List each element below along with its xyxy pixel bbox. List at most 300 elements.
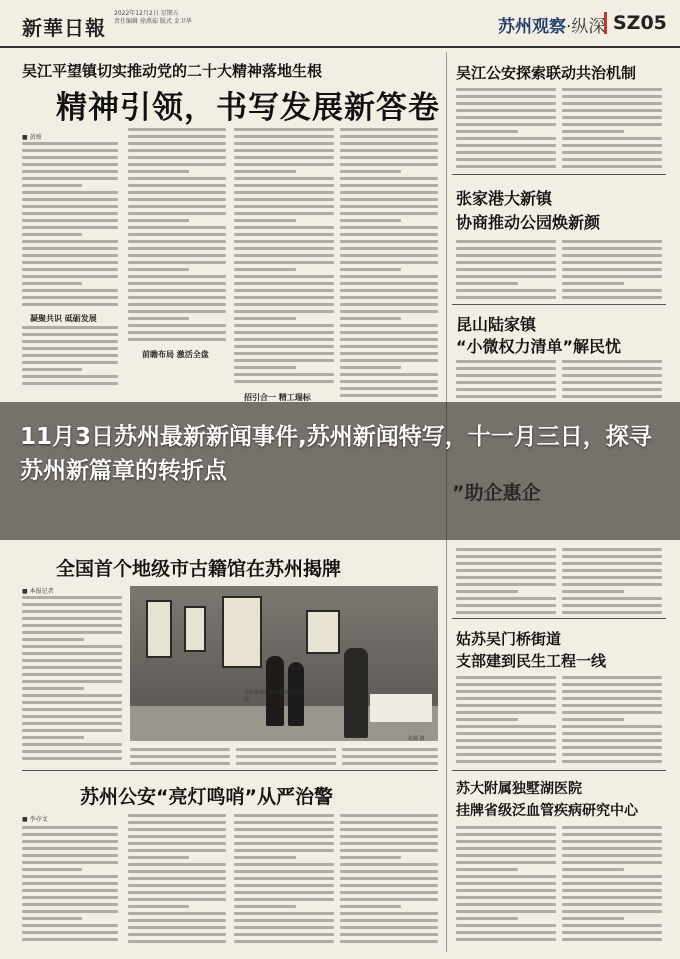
text-line bbox=[234, 891, 334, 894]
right-headline-3a: 昆山陆家镇 bbox=[456, 315, 537, 334]
text-line bbox=[562, 275, 662, 278]
text-line bbox=[562, 746, 662, 749]
text-line bbox=[456, 690, 556, 693]
text-line bbox=[456, 296, 556, 299]
story-body-col3 bbox=[234, 128, 334, 387]
section-title: 苏州观察 bbox=[498, 17, 566, 37]
text-line bbox=[562, 151, 662, 154]
text-line bbox=[562, 367, 662, 370]
text-line bbox=[456, 718, 518, 721]
text-line bbox=[562, 583, 662, 586]
text-line bbox=[340, 898, 438, 901]
photo-credit: 张璐 摄 bbox=[408, 736, 425, 742]
text-line bbox=[128, 884, 226, 887]
text-line bbox=[234, 212, 334, 215]
text-line bbox=[456, 88, 556, 91]
text-line bbox=[22, 931, 118, 934]
text-line bbox=[456, 247, 556, 250]
text-line bbox=[22, 680, 122, 683]
text-line bbox=[22, 149, 118, 152]
text-line bbox=[22, 638, 84, 641]
page-number: SZ05 bbox=[604, 12, 667, 34]
text-line bbox=[128, 912, 226, 915]
text-line bbox=[340, 310, 438, 313]
text-line bbox=[234, 254, 334, 257]
photo-artwork bbox=[146, 600, 172, 658]
text-line bbox=[456, 109, 556, 112]
text-line bbox=[236, 762, 336, 765]
text-line bbox=[22, 617, 122, 620]
text-line bbox=[128, 128, 226, 131]
text-line bbox=[234, 198, 334, 201]
text-line bbox=[128, 275, 226, 278]
text-line bbox=[128, 240, 226, 243]
text-line bbox=[562, 268, 662, 271]
text-line bbox=[22, 659, 122, 662]
text-line bbox=[234, 275, 334, 278]
text-line bbox=[22, 701, 122, 704]
text-line bbox=[562, 158, 662, 161]
text-line bbox=[22, 715, 122, 718]
text-line bbox=[456, 753, 556, 756]
text-line bbox=[128, 828, 226, 831]
text-line bbox=[22, 708, 122, 711]
text-line bbox=[456, 910, 556, 913]
bottom-headline: 苏州公安“亮灯鸣哨”从严治警 bbox=[80, 786, 333, 808]
text-line bbox=[562, 683, 662, 686]
text-line bbox=[22, 757, 122, 760]
text-line bbox=[234, 380, 334, 383]
text-line bbox=[128, 282, 226, 285]
text-line bbox=[562, 123, 662, 126]
text-line bbox=[128, 842, 226, 845]
text-line bbox=[456, 826, 556, 829]
right-body-3a bbox=[456, 360, 556, 402]
text-line bbox=[22, 652, 122, 655]
middle-body-col4 bbox=[342, 748, 438, 769]
text-line bbox=[22, 142, 118, 145]
text-line bbox=[22, 347, 118, 350]
text-line bbox=[340, 247, 438, 250]
text-line bbox=[456, 548, 556, 551]
right-headline-5a: 姑苏吴门桥街道 bbox=[456, 630, 562, 648]
text-line bbox=[456, 374, 556, 377]
text-line bbox=[562, 116, 662, 119]
text-line bbox=[456, 917, 518, 920]
text-line bbox=[234, 324, 334, 327]
text-line bbox=[456, 562, 556, 565]
text-line bbox=[128, 919, 226, 922]
text-line bbox=[456, 130, 518, 133]
text-line bbox=[22, 631, 122, 634]
text-line bbox=[456, 739, 556, 742]
text-line bbox=[340, 912, 438, 915]
text-line bbox=[234, 912, 334, 915]
text-line bbox=[456, 676, 556, 679]
text-line bbox=[340, 296, 438, 299]
text-line bbox=[340, 331, 438, 334]
text-line bbox=[234, 240, 334, 243]
right-body-3b bbox=[562, 360, 662, 402]
text-line bbox=[340, 268, 401, 271]
text-line bbox=[22, 219, 118, 222]
right-headline-1: 吴江公安探索联动共治机制 bbox=[456, 64, 637, 82]
text-line bbox=[340, 338, 438, 341]
text-line bbox=[562, 910, 662, 913]
text-line bbox=[128, 233, 226, 236]
text-line bbox=[128, 870, 226, 873]
text-line bbox=[128, 261, 226, 264]
text-line bbox=[22, 826, 118, 829]
text-line bbox=[562, 889, 662, 892]
bottom-body-col2 bbox=[128, 814, 226, 947]
right-headline-2b: 协商推动公园焕新颜 bbox=[456, 213, 601, 232]
text-line bbox=[128, 219, 189, 222]
text-line bbox=[128, 821, 226, 824]
text-line bbox=[340, 219, 401, 222]
text-line bbox=[128, 338, 226, 341]
text-line bbox=[456, 833, 556, 836]
text-line bbox=[562, 109, 662, 112]
text-line bbox=[234, 835, 334, 838]
text-line bbox=[234, 373, 334, 376]
text-line bbox=[340, 303, 438, 306]
text-line bbox=[456, 931, 556, 934]
text-line bbox=[128, 184, 226, 187]
text-line bbox=[22, 382, 118, 385]
text-line bbox=[562, 247, 662, 250]
text-line bbox=[22, 303, 118, 306]
text-line bbox=[128, 156, 226, 159]
text-line bbox=[340, 163, 438, 166]
text-line bbox=[456, 381, 556, 384]
text-line bbox=[128, 331, 226, 334]
text-line bbox=[340, 387, 438, 390]
text-line bbox=[340, 156, 438, 159]
text-line bbox=[22, 254, 118, 257]
text-line bbox=[562, 868, 624, 871]
text-line bbox=[128, 191, 226, 194]
text-line bbox=[456, 158, 556, 161]
text-line bbox=[456, 569, 556, 572]
text-line bbox=[340, 835, 438, 838]
text-line bbox=[562, 704, 662, 707]
text-line bbox=[128, 898, 226, 901]
text-line bbox=[234, 345, 334, 348]
text-line bbox=[234, 828, 334, 831]
text-line bbox=[340, 289, 438, 292]
story-body-col1b bbox=[22, 326, 118, 389]
text-line bbox=[456, 123, 556, 126]
text-line bbox=[234, 338, 334, 341]
text-line bbox=[128, 254, 226, 257]
text-line bbox=[456, 896, 556, 899]
text-line bbox=[234, 219, 296, 222]
text-line bbox=[234, 247, 334, 250]
text-line bbox=[22, 917, 82, 920]
text-line bbox=[128, 317, 189, 320]
text-line bbox=[562, 597, 662, 600]
text-line bbox=[342, 748, 438, 751]
row-divider bbox=[452, 174, 666, 175]
text-line bbox=[340, 177, 438, 180]
text-line bbox=[128, 814, 226, 817]
text-line bbox=[340, 282, 438, 285]
story-subhead-2: 前瞻布局 激活全盘 bbox=[142, 349, 209, 359]
text-line bbox=[22, 889, 118, 892]
text-line bbox=[22, 722, 122, 725]
text-line bbox=[456, 254, 556, 257]
text-line bbox=[130, 755, 230, 758]
text-line bbox=[128, 226, 226, 229]
text-line bbox=[456, 697, 556, 700]
text-line bbox=[128, 310, 226, 313]
text-line bbox=[128, 268, 189, 271]
text-line bbox=[456, 576, 556, 579]
text-line bbox=[22, 340, 118, 343]
text-line bbox=[22, 177, 118, 180]
text-line bbox=[128, 856, 189, 859]
text-line bbox=[562, 690, 662, 693]
text-line bbox=[130, 748, 230, 751]
text-line bbox=[234, 870, 334, 873]
banner-title: 11月3日苏州最新新闻事件,苏州新闻特写，十一月三日，探寻苏州新篇章的转折点 bbox=[20, 424, 652, 484]
text-line bbox=[340, 849, 438, 852]
photo-artwork bbox=[306, 610, 340, 654]
bottom-body-col4 bbox=[340, 814, 438, 947]
text-line bbox=[562, 144, 662, 147]
text-line bbox=[456, 275, 556, 278]
text-line bbox=[456, 282, 518, 285]
text-line bbox=[234, 226, 334, 229]
date-block bbox=[114, 10, 192, 26]
text-line bbox=[234, 842, 334, 845]
text-line bbox=[562, 739, 662, 742]
text-line bbox=[562, 896, 662, 899]
text-line bbox=[456, 938, 556, 941]
text-line bbox=[456, 367, 556, 370]
text-line bbox=[234, 268, 296, 271]
text-line bbox=[128, 149, 226, 152]
text-line bbox=[128, 891, 226, 894]
text-line bbox=[22, 687, 84, 690]
text-line bbox=[340, 254, 438, 257]
text-line bbox=[456, 151, 556, 154]
text-line bbox=[22, 875, 118, 878]
text-line bbox=[340, 863, 438, 866]
editor-line: 责任编辑 徐燕茹 版式 金卫华 bbox=[114, 18, 192, 25]
text-line bbox=[562, 165, 662, 168]
photo-wall bbox=[130, 586, 438, 706]
middle-body-col1 bbox=[22, 596, 122, 764]
text-line bbox=[22, 840, 118, 843]
text-line bbox=[22, 282, 82, 285]
text-line bbox=[128, 324, 226, 327]
text-line bbox=[22, 624, 122, 627]
text-line bbox=[234, 359, 334, 362]
text-line bbox=[22, 847, 118, 850]
text-line bbox=[340, 135, 438, 138]
text-line bbox=[22, 368, 82, 371]
middle-body-col3 bbox=[236, 748, 336, 769]
text-line bbox=[456, 725, 556, 728]
row-divider bbox=[452, 770, 666, 771]
text-line bbox=[340, 891, 438, 894]
text-line bbox=[234, 149, 334, 152]
text-line bbox=[128, 135, 226, 138]
text-line bbox=[22, 924, 118, 927]
story-byline: ■ 黄竣 bbox=[22, 134, 42, 141]
row-divider bbox=[452, 304, 666, 305]
text-line bbox=[562, 903, 662, 906]
text-line bbox=[128, 849, 226, 852]
text-line bbox=[22, 275, 118, 278]
text-line bbox=[456, 711, 556, 714]
middle-body-col2 bbox=[130, 748, 230, 769]
text-line bbox=[456, 590, 518, 593]
text-line bbox=[234, 205, 334, 208]
text-line bbox=[22, 289, 118, 292]
text-line bbox=[456, 116, 556, 119]
text-line bbox=[22, 896, 118, 899]
text-line bbox=[340, 394, 438, 397]
text-line bbox=[562, 917, 624, 920]
text-line bbox=[340, 345, 438, 348]
text-line bbox=[234, 919, 334, 922]
story-body-col1 bbox=[22, 142, 118, 310]
text-line bbox=[234, 856, 296, 859]
text-line bbox=[236, 748, 336, 751]
text-line bbox=[456, 903, 556, 906]
row-divider bbox=[452, 618, 666, 619]
newspaper-logo: 新華日報 bbox=[22, 16, 106, 40]
text-line bbox=[562, 555, 662, 558]
text-line bbox=[562, 840, 662, 843]
text-line bbox=[22, 750, 122, 753]
text-line bbox=[340, 128, 438, 131]
story-subhead-1: 凝聚共识 砥砺发展 bbox=[30, 313, 97, 323]
text-line bbox=[562, 760, 662, 763]
text-line bbox=[562, 240, 662, 243]
right-headline-3b: “小微权力清单”解民忧 bbox=[456, 337, 622, 356]
text-line bbox=[456, 95, 556, 98]
text-line bbox=[340, 142, 438, 145]
text-line bbox=[562, 590, 624, 593]
text-line bbox=[128, 247, 226, 250]
text-line bbox=[22, 184, 82, 187]
text-line bbox=[234, 261, 334, 264]
text-line bbox=[22, 743, 122, 746]
text-line bbox=[128, 835, 226, 838]
text-line bbox=[340, 205, 438, 208]
text-line bbox=[22, 326, 118, 329]
right-body-6a bbox=[456, 826, 556, 945]
text-line bbox=[456, 854, 556, 857]
text-line bbox=[562, 833, 662, 836]
text-line bbox=[128, 177, 226, 180]
text-line bbox=[22, 156, 118, 159]
story-kicker: 吴江平望镇切实推动党的二十大精神落地生根 bbox=[22, 62, 323, 80]
text-line bbox=[234, 177, 334, 180]
text-line bbox=[562, 296, 662, 299]
text-line bbox=[562, 374, 662, 377]
text-line bbox=[234, 926, 334, 929]
text-line bbox=[562, 854, 662, 857]
text-line bbox=[562, 732, 662, 735]
text-line bbox=[562, 261, 662, 264]
photo-artwork bbox=[184, 606, 206, 652]
text-line bbox=[562, 676, 662, 679]
text-line bbox=[128, 933, 226, 936]
photo-visitor bbox=[344, 648, 368, 738]
text-line bbox=[340, 380, 438, 383]
text-line bbox=[456, 704, 556, 707]
right-headline-6b: 挂牌省级泛血管疾病研究中心 bbox=[456, 803, 638, 819]
text-line bbox=[562, 137, 662, 140]
text-line bbox=[234, 898, 334, 901]
text-line bbox=[456, 875, 556, 878]
text-line bbox=[22, 163, 118, 166]
text-line bbox=[234, 282, 334, 285]
text-line bbox=[234, 303, 334, 306]
text-line bbox=[562, 938, 662, 941]
text-line bbox=[234, 933, 334, 936]
text-line bbox=[22, 861, 118, 864]
text-line bbox=[128, 296, 226, 299]
text-line bbox=[340, 366, 401, 369]
right-body-5a bbox=[456, 676, 556, 767]
text-line bbox=[456, 924, 556, 927]
text-line bbox=[128, 170, 189, 173]
text-line bbox=[562, 826, 662, 829]
text-line bbox=[340, 324, 438, 327]
story-subhead-3: 招引合一 精工瑞标 bbox=[244, 392, 311, 402]
text-line bbox=[456, 261, 556, 264]
text-line bbox=[234, 863, 334, 866]
story-body-col2 bbox=[128, 128, 226, 345]
text-line bbox=[22, 261, 118, 264]
text-line bbox=[562, 924, 662, 927]
text-line bbox=[456, 868, 518, 871]
text-line bbox=[22, 903, 118, 906]
text-line bbox=[562, 604, 662, 607]
right-headline-5b: 支部建到民生工程一线 bbox=[456, 652, 607, 670]
text-line bbox=[562, 254, 662, 257]
text-line bbox=[22, 191, 118, 194]
text-line bbox=[22, 833, 118, 836]
text-line bbox=[456, 583, 556, 586]
text-line bbox=[234, 877, 334, 880]
text-line bbox=[234, 317, 296, 320]
text-line bbox=[456, 165, 556, 168]
text-line bbox=[456, 555, 556, 558]
text-line bbox=[456, 746, 556, 749]
text-line bbox=[340, 919, 438, 922]
text-line bbox=[128, 877, 226, 880]
text-line bbox=[340, 226, 438, 229]
bottom-body-col1 bbox=[22, 826, 118, 945]
story-body-col4 bbox=[340, 128, 438, 401]
text-line bbox=[22, 354, 118, 357]
text-line bbox=[562, 360, 662, 363]
text-line bbox=[456, 102, 556, 105]
text-line bbox=[22, 938, 118, 941]
text-line bbox=[234, 135, 334, 138]
text-line bbox=[234, 331, 334, 334]
text-line bbox=[22, 868, 82, 871]
text-line bbox=[340, 828, 438, 831]
text-line bbox=[562, 289, 662, 292]
